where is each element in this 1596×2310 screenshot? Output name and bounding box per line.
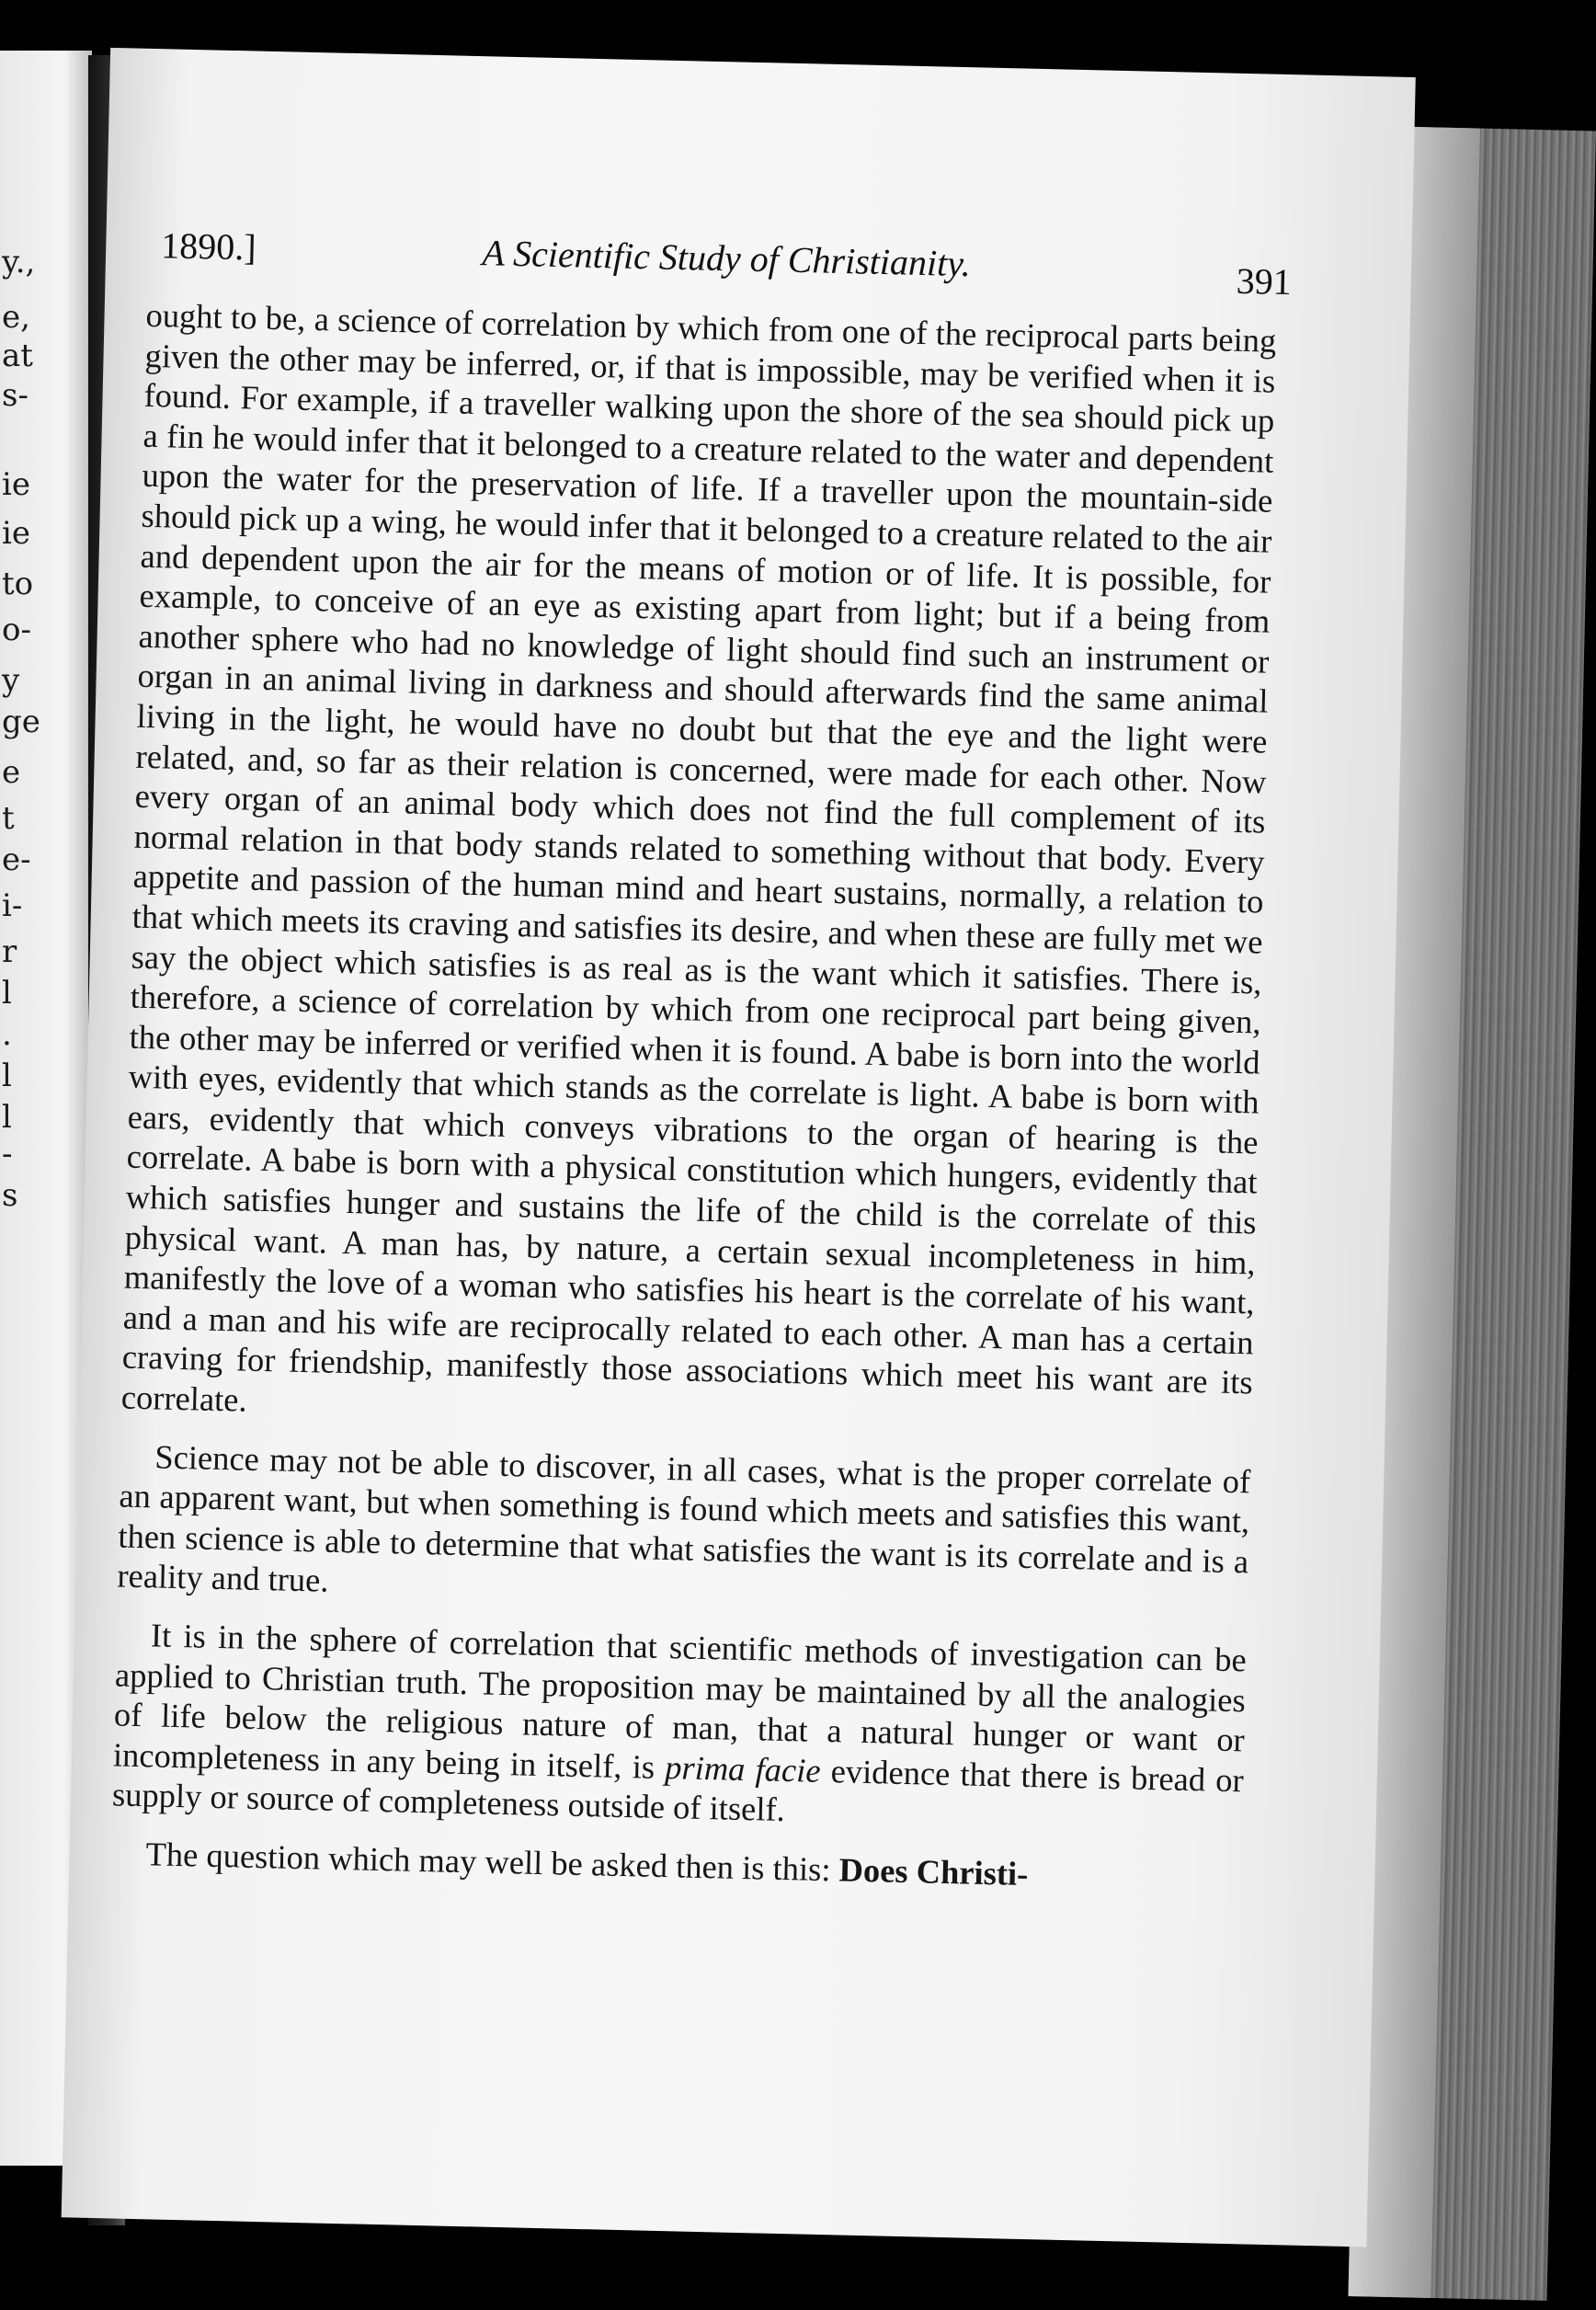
facing-page-fragment: t bbox=[2, 800, 15, 837]
facing-page-fragment: s bbox=[2, 1177, 18, 1214]
facing-page-fragment: l bbox=[2, 1099, 12, 1136]
paragraph-text: evidence that there is bread or supply or source of completeness outside of itself. bbox=[111, 1751, 1245, 1829]
facing-page-fragment: e bbox=[2, 754, 21, 791]
facing-page-fragment: i- bbox=[2, 887, 23, 924]
page-body bbox=[110, 295, 1277, 1917]
paragraph-text: The question which may well be asked then is this: bbox=[145, 1835, 840, 1889]
facing-page-fragment: at bbox=[2, 337, 33, 374]
facing-page-fragment: ge bbox=[2, 703, 40, 740]
header-year: 1890.] bbox=[160, 224, 257, 269]
paragraph bbox=[110, 1833, 1242, 1898]
paragraph bbox=[112, 1614, 1248, 1840]
facing-page-fragment: y., bbox=[2, 244, 36, 280]
facing-page-fragment: - bbox=[2, 1136, 13, 1172]
paragraph: Science may not be able to discover, in all cases, what is the proper correlate of an apparent want, but when something is found which meets and satisfies this want, then science is able to determine that what satisfies the want is its correlate and is a reality and true. bbox=[117, 1437, 1251, 1600]
header-title: A Scientific Study of Christianity. bbox=[481, 232, 972, 285]
facing-page-fragment: ie bbox=[2, 515, 30, 552]
facing-page-fragment: . bbox=[2, 1016, 12, 1053]
bold-phrase: Does Christi- bbox=[838, 1850, 1029, 1893]
facing-page-fragment: l bbox=[2, 975, 12, 1012]
facing-page-fragment: s- bbox=[2, 377, 28, 414]
page-number: 391 bbox=[1236, 259, 1293, 303]
paragraph-text: It is in the sphere of correlation that scientific methods of investigation can be applied to Christian truth. The proposition may be maintained by all the analogies of life below the religious nature of man, that a natural hunger or want or incompleteness in any being in itself, is bbox=[112, 1616, 1248, 1786]
facing-page-fragment: y bbox=[2, 662, 20, 699]
facing-page-fragment: ie bbox=[2, 466, 30, 503]
running-header bbox=[160, 223, 1292, 304]
facing-page-fragment: r bbox=[2, 933, 17, 970]
book-page bbox=[62, 48, 1416, 2247]
paragraph: ought to be, a science of correlation by which from one of the reciprocal parts being given the other may be inferred, or, if that is impossible, may be verified when it is found. For example, if a traveller walking upon the shore of the sea should pick up a fin he would infer that it belonged to a creature related to the water and dependent upon the water for the preservation of life. If a traveller upon the mountain-side should pick up a wing, he would infer that it belonged to a creature related to the air and dependent upon the air for the means of motion or of life. It is possible, for example, to conceive of an eye as existing apart from light; but if a being from another sphere who had no knowledge of light should find such an instrument or organ in an animal living in darkness and should afterwards find the same animal living in the light, he would have no doubt but that the eye and the light were related, and, so far as their relation is concerned, were made for each other. Now every organ of an animal body which does not find the full complement of its normal relation in that body stands related to something without that body. Every appetite and passion of the human mind and heart sustains, normally, a relation to that which meets its craving and satisfies its desire, and when these are fully met we say the object which satisfies is as real as is the want which it satisfies. There is, therefore, a science of correlation by which from one reciprocal part being given, the other may be inferred or verified when it is found. A babe is born into the world with eyes, evidently that which stands as the correlate is light. A babe is born with ears, evidently that which conveys vibrations to the organ of hearing is the correlate. A babe is born with a physical constitution which hungers, evidently that which satisfies hunger and sustains the life of the child is the correlate of this physical want. A man has, by nature, a certain sexual incompleteness in him, manifestly the love of a woman who satisfies his heart is the correlate of his want, and a man and his wife are reciprocally related to each other. A man has a certain craving for friendship, manifestly those associations which meet his want are its correlate. bbox=[120, 295, 1277, 1419]
facing-page-fragment: e, bbox=[2, 299, 30, 336]
facing-page-fragment: l bbox=[2, 1058, 12, 1094]
facing-page-fragment: to bbox=[2, 566, 34, 602]
italic-phrase: prima facie bbox=[664, 1747, 822, 1790]
facing-page-fragment: e- bbox=[2, 841, 31, 878]
facing-page-fragment: o- bbox=[2, 612, 31, 648]
